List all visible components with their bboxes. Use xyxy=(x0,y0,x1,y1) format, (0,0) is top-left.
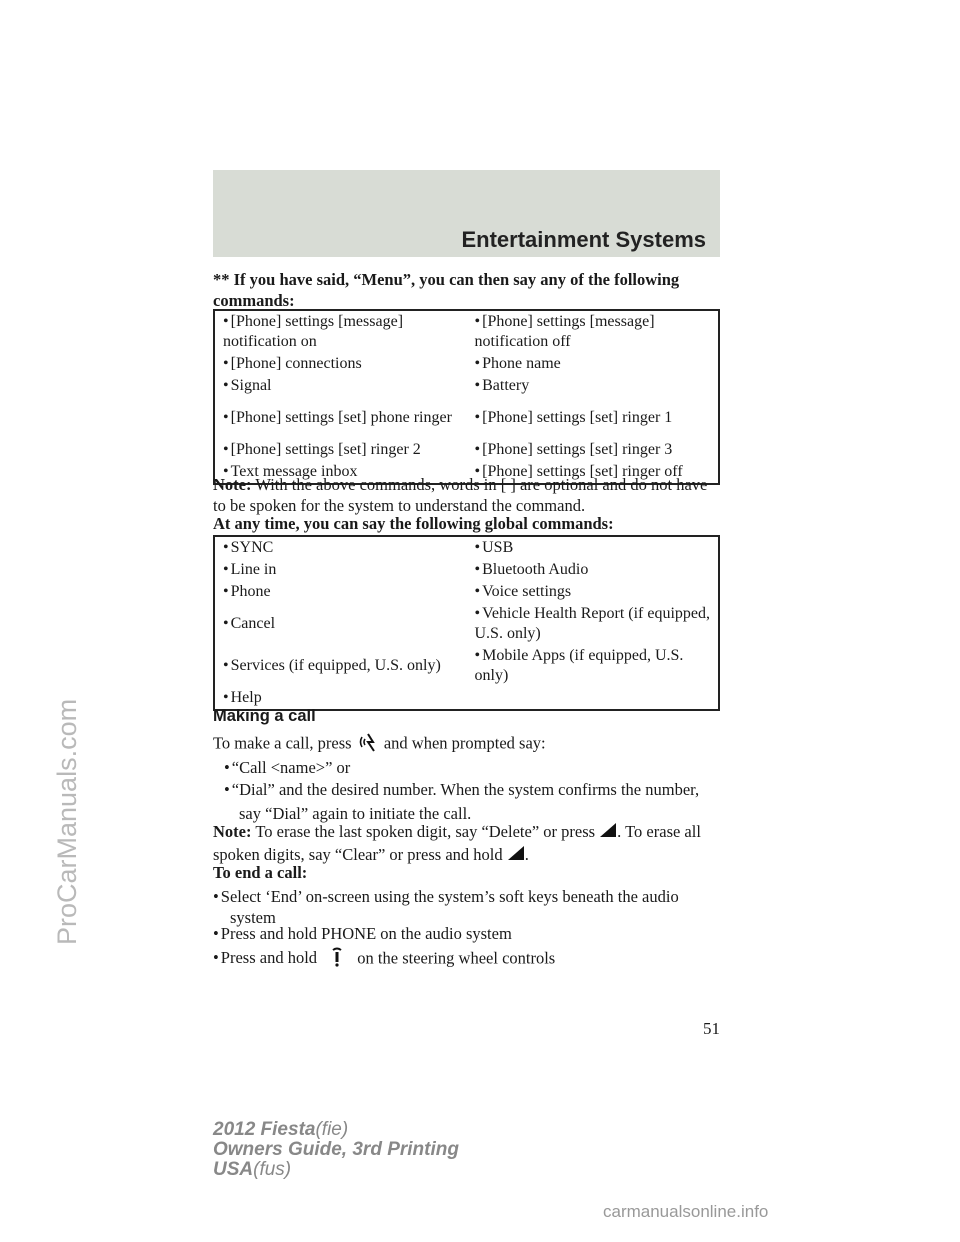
command-item: • [Phone] settings [set] phone ringer xyxy=(214,397,467,439)
command-item: • Battery xyxy=(467,375,720,397)
command-item: • [Phone] settings [set] ringer 2 xyxy=(214,439,467,461)
command-item: • Vehicle Health Report (if equipped, U.S. only) xyxy=(467,603,720,645)
list-item xyxy=(224,778,704,826)
table-row xyxy=(214,603,719,645)
command-item: • USB xyxy=(467,536,720,559)
phone-button-icon xyxy=(325,946,349,973)
footer-market-code: (fus) xyxy=(253,1159,292,1180)
command-item: • Services (if equipped, U.S. only) xyxy=(214,645,467,687)
command-item: • Bluetooth Audio xyxy=(467,559,720,581)
table-row xyxy=(214,559,719,581)
global-commands-table xyxy=(213,535,720,711)
list-item xyxy=(213,886,720,928)
note-label: Note: xyxy=(213,475,252,494)
command-item: • Line in xyxy=(214,559,467,581)
call-bullet: • “Call <name>” or xyxy=(224,758,350,777)
dial-bullet: • “Dial” and the desired number. When the system confirms the number, say “Dial” again to initiate the call. xyxy=(224,778,704,826)
footer-model: 2012 Fiesta xyxy=(213,1119,316,1140)
table-row xyxy=(214,310,719,353)
note-text: With the above commands, words in [ ] are optional and do not have to be spoken for the system to understand the command. xyxy=(213,475,708,515)
note-erase xyxy=(213,821,720,867)
command-item: • Mobile Apps (if equipped, U.S. only) xyxy=(467,645,720,687)
back-arrow-icon xyxy=(599,822,617,844)
note-text-c: . xyxy=(524,845,529,865)
end-bullet-after: on the steering wheel controls xyxy=(357,948,556,968)
table-row xyxy=(214,536,719,559)
making-call-text-before: To make a call, press xyxy=(213,733,352,753)
command-item: • [Phone] settings [set] ringer 1 xyxy=(467,397,720,439)
footer-guide: Owners Guide, 3rd Printing xyxy=(213,1139,459,1160)
section-header-band xyxy=(213,170,720,257)
footer-model-code: (fie) xyxy=(315,1119,349,1140)
command-item: • Voice settings xyxy=(467,581,720,603)
page-number: 51 xyxy=(703,1019,720,1038)
end-bullet: • Select ‘End’ on-screen using the system’s soft keys beneath the audio system xyxy=(213,886,720,928)
command-item: • Phone xyxy=(214,581,467,603)
command-item: • [Phone] connections xyxy=(214,353,467,375)
command-item: • Text message inbox xyxy=(214,461,467,484)
menu-commands-table xyxy=(213,309,720,485)
note-label: Note: xyxy=(213,822,252,841)
command-item: • [Phone] settings [message] notification on xyxy=(214,310,467,353)
note-text-a: To erase the last spoken digit, say “Delete” or press xyxy=(255,822,596,841)
list-item xyxy=(224,757,719,778)
table-row xyxy=(214,439,719,461)
watermark: ProCarManuals.com xyxy=(52,698,82,945)
making-call-heading: Making a call xyxy=(213,707,316,725)
command-item: • Phone name xyxy=(467,353,720,375)
note-text-b: . To erase all spoken digits, say “Clear” or press and hold xyxy=(213,822,701,865)
command-item: • [Phone] settings [set] ringer off xyxy=(467,461,720,484)
section-title: Entertainment Systems xyxy=(461,227,706,252)
document-footer xyxy=(213,1120,459,1180)
command-item: • SYNC xyxy=(214,536,467,559)
table-row xyxy=(214,581,719,603)
command-item: • [Phone] settings [set] ringer 3 xyxy=(467,439,720,461)
command-item: • [Phone] settings [message] notification off xyxy=(467,310,720,353)
end-call-heading: To end a call: xyxy=(213,863,308,882)
table-row xyxy=(214,645,719,687)
end-bullet: • Press and hold PHONE on the audio system xyxy=(213,923,720,944)
global-intro: At any time, you can say the following global commands: xyxy=(213,514,614,533)
making-call-text-after: and when prompted say: xyxy=(383,733,546,753)
list-item xyxy=(213,923,720,944)
table-row xyxy=(214,375,719,397)
command-item: • Signal xyxy=(214,375,467,397)
command-item: • Help xyxy=(214,687,467,710)
command-item: • Cancel xyxy=(214,603,467,645)
making-call-intro xyxy=(213,731,720,758)
table-row xyxy=(214,397,719,439)
note-optional-words xyxy=(213,474,720,516)
voice-icon xyxy=(358,731,378,758)
list-item xyxy=(213,946,720,973)
site-footer: carmanualsonline.info xyxy=(603,1202,769,1221)
end-bullet-before: • Press and hold xyxy=(213,948,317,967)
menu-intro: ** If you have said, “Menu”, you can then say any of the following commands: xyxy=(213,270,680,310)
footer-market: USA xyxy=(213,1159,254,1180)
table-row xyxy=(214,353,719,375)
